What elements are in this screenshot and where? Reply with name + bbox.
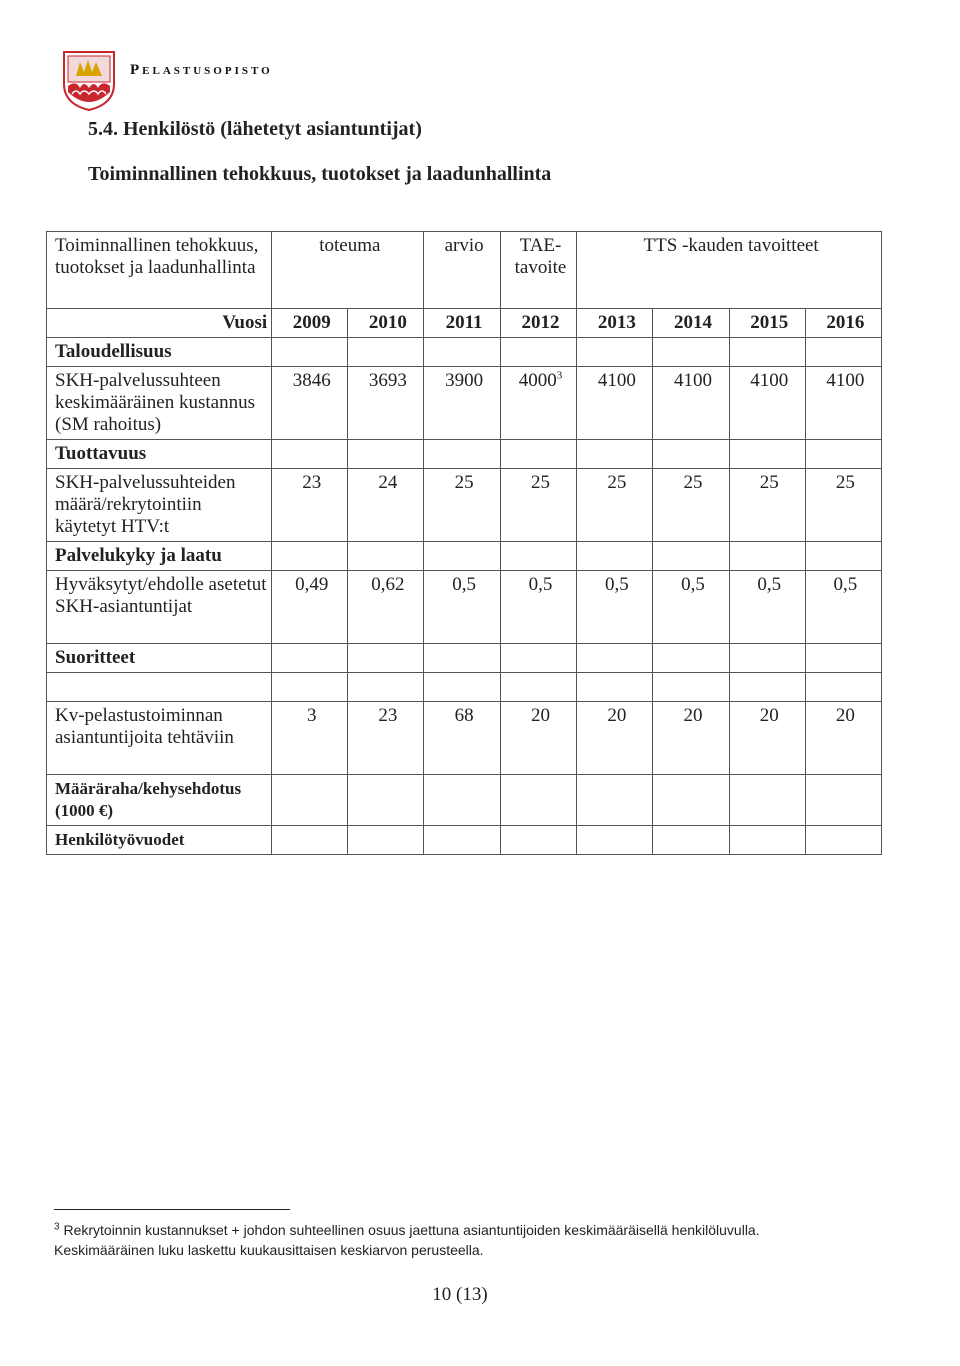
header-tts: TTS -kauden tavoitteet: [577, 232, 882, 309]
year-cell: 2014: [653, 309, 729, 338]
value-cell: 4100: [653, 367, 729, 440]
table-row: [47, 571, 882, 644]
vuosi-label: Vuosi: [47, 309, 272, 338]
year-cell: 2016: [805, 309, 881, 338]
value-cell: 3900: [424, 367, 500, 440]
value-cell: 25: [653, 469, 729, 542]
table-row: [47, 702, 882, 775]
header-toteuma: toteuma: [272, 232, 424, 309]
footnote-line-1: Rekrytoinnin kustannukset + johdon suhteellinen osuus jaettuna asiantuntijoiden keskimääräisellä henkilöluvulla.: [63, 1222, 760, 1238]
section-row: [47, 440, 882, 469]
value-cell: 25: [805, 469, 881, 542]
empty-row: [47, 673, 882, 702]
year-cell: 2011: [424, 309, 500, 338]
value-cell: 25: [729, 469, 805, 542]
value-cell: 0,5: [729, 571, 805, 644]
footnote-ref: 3: [556, 369, 563, 382]
year-cell: 2012: [500, 309, 577, 338]
footnote-divider: [54, 1209, 290, 1210]
maararaha-row: [47, 775, 882, 826]
row-label: SKH-palvelussuhteen keskimääräinen kustannus (SM rahoitus): [47, 367, 272, 440]
pelastusopisto-logo: [62, 50, 116, 112]
value-cell: 24: [348, 469, 424, 542]
value-cell: 4100: [577, 367, 653, 440]
value-cell: 20: [805, 702, 881, 775]
page-number: 10 (13): [432, 1284, 488, 1305]
value-cell: 20: [653, 702, 729, 775]
value-cell: 20: [729, 702, 805, 775]
table-row: [47, 469, 882, 542]
value-cell-with-footnote: [500, 367, 577, 440]
table-header-row: [47, 232, 882, 309]
header-label: Toiminnallinen tehokkuus, tuotokset ja laadunhallinta: [47, 232, 272, 309]
year-row: [47, 309, 882, 338]
value-cell: 3846: [272, 367, 348, 440]
value-cell: 0,5: [424, 571, 500, 644]
value-cell: 3693: [348, 367, 424, 440]
header-arvio: arvio: [424, 232, 500, 309]
year-cell: 2015: [729, 309, 805, 338]
footnote: [54, 1220, 874, 1260]
row-label: Hyväksytyt/ehdolle asetetut SKH-asiantuntijat: [47, 571, 272, 644]
value-cell: 23: [272, 469, 348, 542]
value-cell: 4100: [805, 367, 881, 440]
value-cell: 23: [348, 702, 424, 775]
value-cell: 0,49: [272, 571, 348, 644]
value-cell: 0,5: [500, 571, 577, 644]
henkilotyovuodet-label: Henkilötyövuodet: [47, 826, 272, 855]
footnote-line-2: Keskimääräinen luku laskettu kuukausittaisen keskiarvon perusteella.: [54, 1242, 484, 1258]
value-cell: 0,5: [577, 571, 653, 644]
table-row: [47, 367, 882, 440]
henkilotyovuodet-row: [47, 826, 882, 855]
value-cell: 25: [500, 469, 577, 542]
section-title-cell: Palvelukyky ja laatu: [47, 542, 272, 571]
section-row: [47, 338, 882, 367]
footnote-marker: 3: [54, 1221, 60, 1233]
performance-table: [46, 231, 882, 855]
section-title: 5.4. Henkilöstö (lähetetyt asiantuntijat): [88, 118, 422, 140]
value-cell: 0,5: [805, 571, 881, 644]
value-cell: 0,62: [348, 571, 424, 644]
value-text: 4000: [518, 370, 557, 391]
value-cell: 4100: [729, 367, 805, 440]
row-label: SKH-palvelussuhteiden määrä/rekrytointiin käytetyt HTV:t: [47, 469, 272, 542]
value-cell: 20: [500, 702, 577, 775]
value-cell: 0,5: [653, 571, 729, 644]
section-row: [47, 542, 882, 571]
year-cell: 2009: [272, 309, 348, 338]
section-title-cell: Taloudellisuus: [47, 338, 272, 367]
row-label: Kv-pelastustoiminnan asiantuntijoita tehtäviin: [47, 702, 272, 775]
header-tae: TAE-tavoite: [500, 232, 577, 309]
section-title-cell: Suoritteet: [47, 644, 272, 673]
table-subtitle: Toiminnallinen tehokkuus, tuotokset ja laadunhallinta: [88, 163, 552, 185]
value-cell: 20: [577, 702, 653, 775]
year-cell: 2013: [577, 309, 653, 338]
value-cell: 25: [577, 469, 653, 542]
value-cell: 68: [424, 702, 500, 775]
section-row: [47, 644, 882, 673]
section-title-cell: Tuottavuus: [47, 440, 272, 469]
org-name: Pelastusopisto: [130, 62, 273, 78]
value-cell: 3: [272, 702, 348, 775]
value-cell: 25: [424, 469, 500, 542]
maararaha-label: Määräraha/kehysehdotus (1000 €): [47, 775, 272, 826]
year-cell: 2010: [348, 309, 424, 338]
